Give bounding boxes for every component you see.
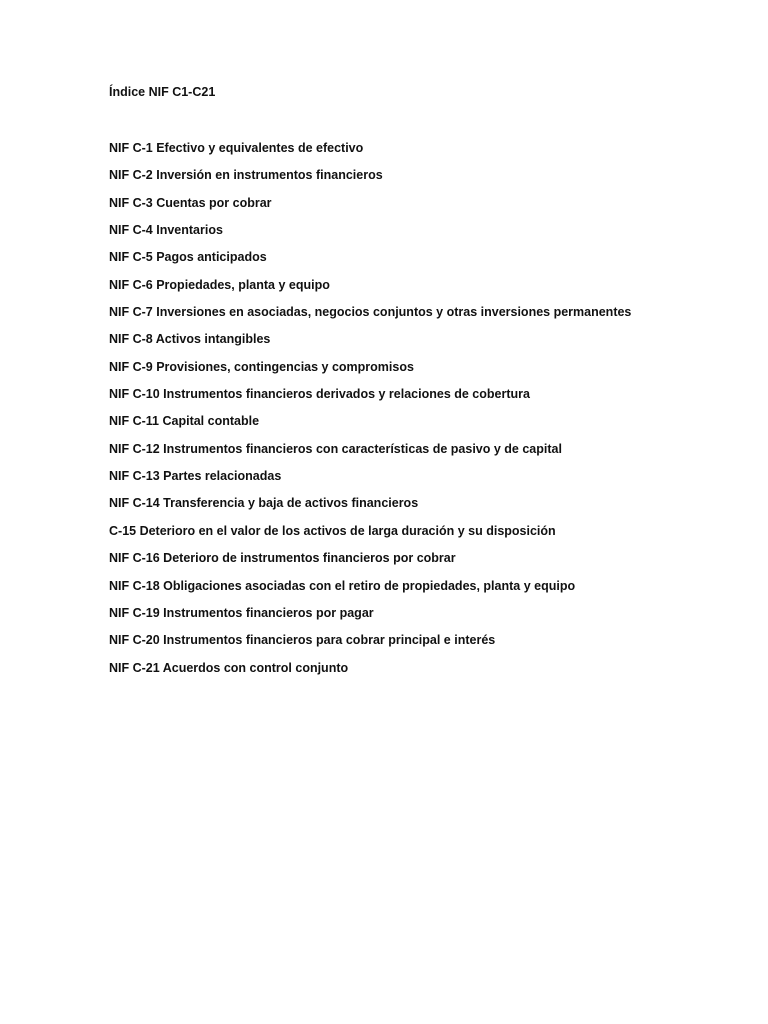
index-item: NIF C-6 Propiedades, planta y equipo (109, 277, 330, 292)
index-item: NIF C-4 Inventarios (109, 223, 223, 238)
document-title: Índice NIF C1-C21 (109, 85, 216, 99)
index-item: NIF C-11 Capital contable (109, 414, 260, 429)
index-item: NIF C-19 Instrumentos financieros por pagar (109, 605, 374, 620)
index-item: NIF C-16 Deterioro de instrumentos financieros por cobrar (109, 551, 456, 566)
index-item: NIF C-1 Efectivo y equivalentes de efectivo (109, 141, 364, 155)
index-item: NIF C-5 Pagos anticipados (109, 250, 267, 265)
index-item: NIF C-18 Obligaciones asociadas con el retiro de propiedades, planta y equipo (109, 578, 576, 593)
index-item: NIF C-14 Transferencia y baja de activos financieros (109, 496, 419, 511)
index-item: C-15 Deterioro en el valor de los activos de larga duración y su disposición (109, 523, 556, 538)
index-item: NIF C-9 Provisiones, contingencias y compromisos (109, 359, 414, 374)
index-list (109, 139, 631, 686)
index-item: NIF C-13 Partes relacionadas (109, 469, 282, 484)
index-item: NIF C-3 Cuentas por cobrar (109, 195, 272, 210)
index-item: NIF C-21 Acuerdos con control conjunto (109, 660, 349, 675)
index-item: NIF C-8 Activos intangibles (109, 332, 271, 347)
index-item: NIF C-7 Inversiones en asociadas, negocios conjuntos y otras inversiones permanentes (109, 305, 632, 320)
index-item: NIF C-2 Inversión en instrumentos financieros (109, 168, 383, 183)
index-item: NIF C-10 Instrumentos financieros derivados y relaciones de cobertura (109, 387, 530, 402)
index-item: NIF C-12 Instrumentos financieros con características de pasivo y de capital (109, 441, 562, 456)
index-item: NIF C-20 Instrumentos financieros para cobrar principal e interés (109, 633, 496, 648)
